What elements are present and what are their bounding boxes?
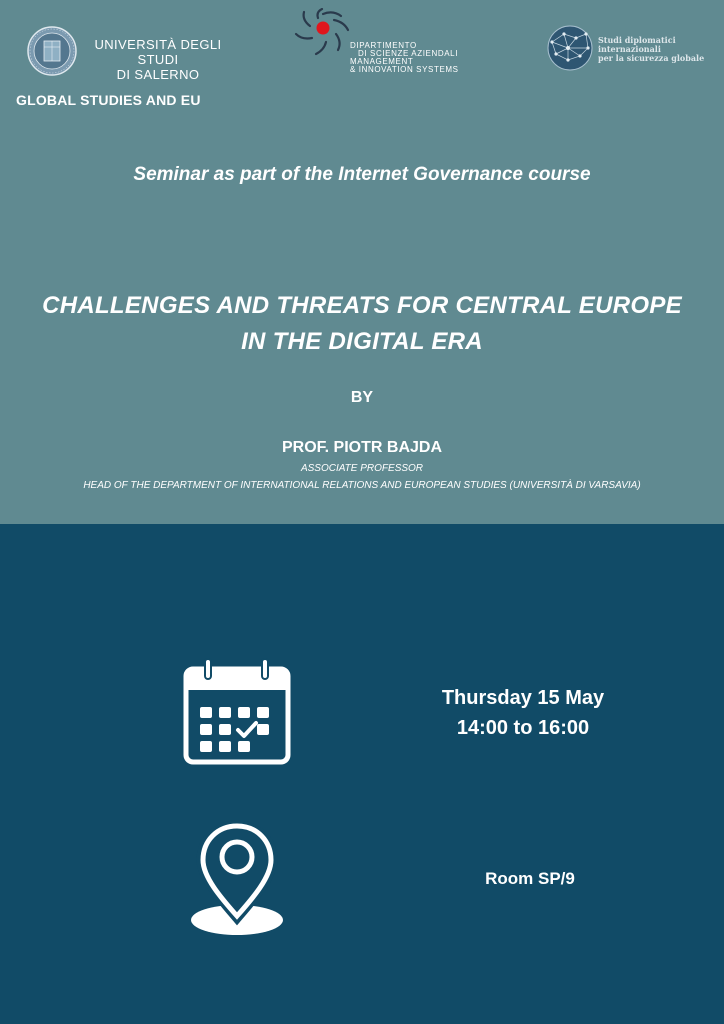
seminar-title-line2: IN THE DIGITAL ERA	[241, 328, 483, 355]
department-line: MANAGEMENT	[350, 57, 414, 66]
event-datetime	[412, 683, 634, 743]
department-logo	[290, 8, 356, 60]
university-seal-logo	[26, 25, 78, 77]
speaker-affiliation: HEAD OF THE DEPARTMENT OF INTERNATIONAL RELATIONS AND EUROPEAN STUDIES (UNIVERSITÀ DI VARSAVIA)	[83, 480, 641, 491]
university-name	[86, 37, 230, 82]
studi-line: Studi diplomatici	[598, 35, 676, 45]
speaker-name: PROF. PIOTR BAJDA	[281, 439, 442, 456]
studi-line: per la sicurezza globale	[598, 53, 705, 63]
department-line: DI SCIENZE AZIENDALI	[358, 49, 459, 58]
event-date: Thursday 15 May	[441, 687, 605, 709]
university-name-line2: DI SALERNO	[116, 67, 200, 82]
studi-line: internazionali	[598, 44, 661, 54]
university-name-line1: UNIVERSITÀ DEGLI STUDI	[94, 37, 222, 67]
department-name	[350, 42, 459, 74]
event-room: Room SP/9	[485, 869, 575, 888]
program-name: GLOBAL STUDIES AND EU	[16, 92, 201, 108]
by-label: BY	[350, 389, 374, 406]
calendar-icon	[183, 657, 291, 765]
studi-diplomatici-name	[598, 36, 704, 63]
seminar-subtitle: Seminar as part of the Internet Governance course	[133, 164, 591, 185]
seminar-title	[0, 288, 724, 360]
seminar-title-line1: CHALLENGES AND THREATS FOR CENTRAL EUROPE	[42, 292, 682, 319]
speaker-role: ASSOCIATE PROFESSOR	[300, 463, 424, 474]
details-panel	[0, 524, 724, 1024]
map-pin-icon	[190, 820, 284, 938]
globe-network-logo	[546, 24, 594, 72]
department-line: DIPARTIMENTO	[350, 41, 417, 50]
event-time: 14:00 to 16:00	[456, 717, 590, 739]
department-line: & INNOVATION SYSTEMS	[350, 65, 459, 74]
